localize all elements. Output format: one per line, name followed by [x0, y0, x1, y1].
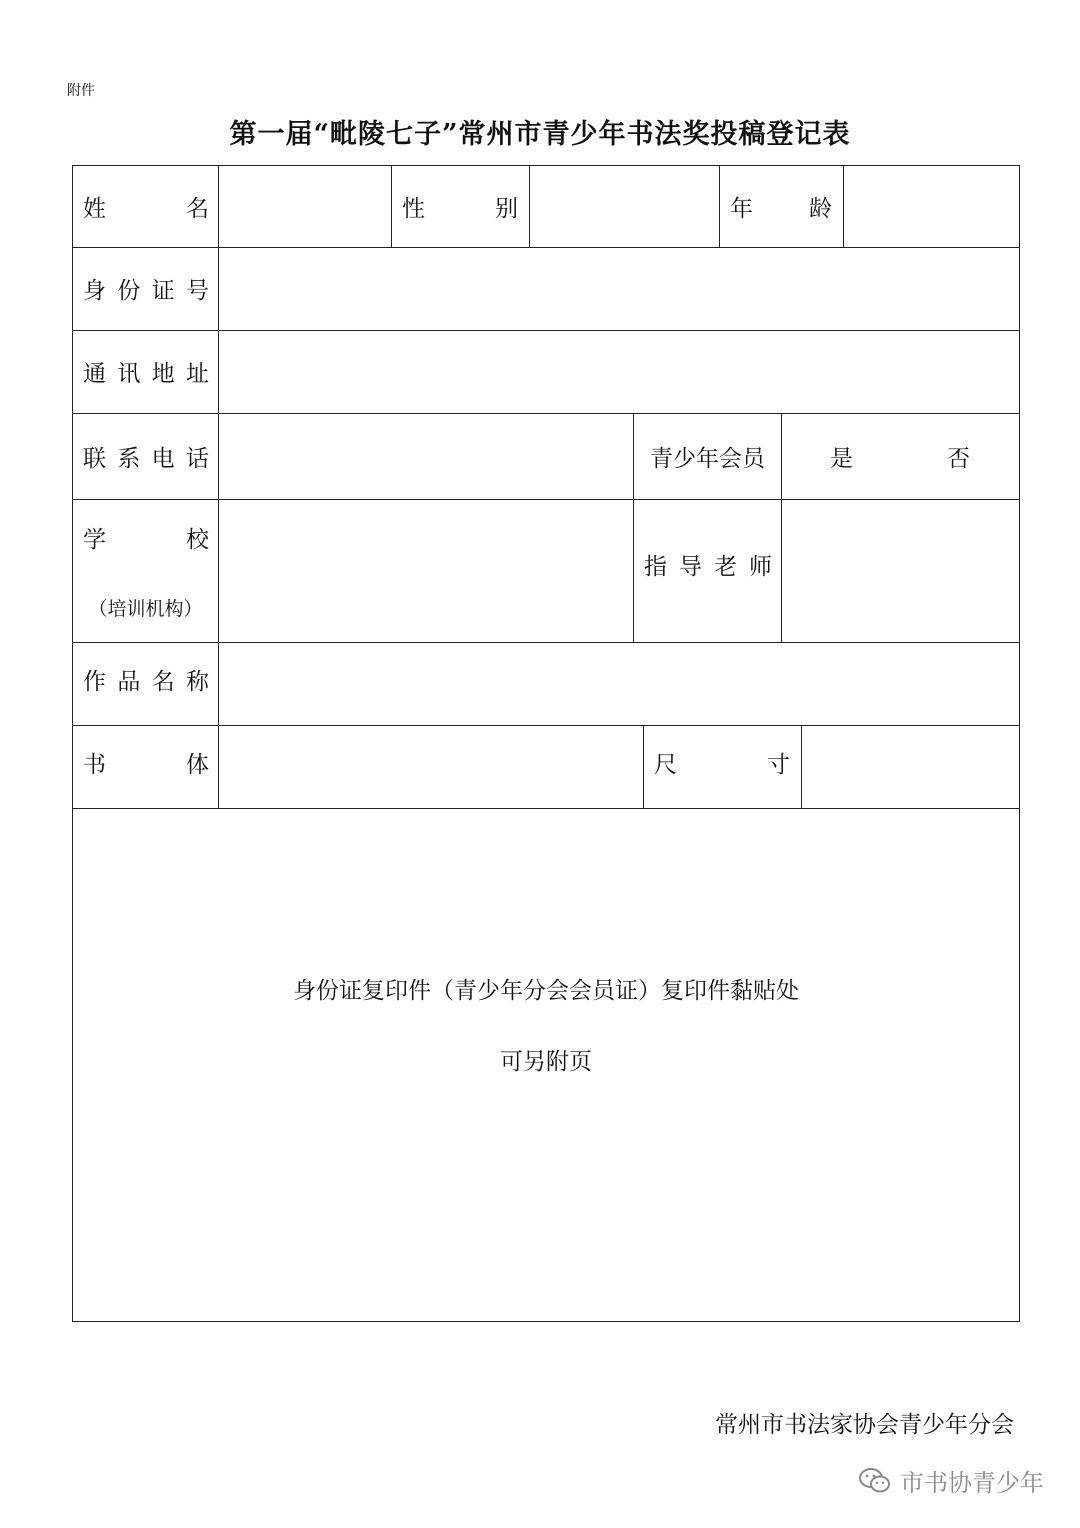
- teacher-label-char: 导: [679, 553, 702, 580]
- age-field[interactable]: [844, 166, 1019, 247]
- col-divider: [643, 725, 644, 808]
- address-label-char: 讯: [117, 361, 141, 387]
- school-label-char: 校: [186, 526, 209, 553]
- phone-label: [83, 413, 209, 499]
- id-number-label-char: 份: [117, 278, 141, 304]
- phone-label-char: 话: [185, 445, 209, 472]
- id-number-field[interactable]: [219, 248, 1019, 330]
- watermark-text: 市书协青少年: [900, 1469, 1044, 1497]
- id-number-label-char: 身: [83, 278, 106, 304]
- organizer: 常州市书法家协会青少年分会: [715, 1412, 1014, 1438]
- phone-label-char: 联: [83, 445, 106, 472]
- work-title-label-char: 称: [185, 669, 209, 695]
- name-field[interactable]: [219, 166, 391, 247]
- work-title-field[interactable]: [219, 643, 1019, 725]
- name-label-char: 名: [186, 195, 209, 222]
- col-divider: [719, 165, 720, 247]
- address-field[interactable]: [219, 331, 1019, 413]
- work-title-label-char: 名: [151, 669, 175, 695]
- school-label: [83, 520, 209, 554]
- gender-label-char: 性: [402, 195, 425, 222]
- col-divider: [391, 165, 392, 247]
- address-label-char: 通: [83, 361, 106, 387]
- phone-label-char: 电: [151, 445, 175, 472]
- work-title-label-char: 作: [83, 669, 106, 695]
- watermark: [858, 1463, 1044, 1498]
- teacher-label: [644, 500, 772, 628]
- page-title: 第一届“毗陵七子”常州市青少年书法奖投稿登记表: [229, 119, 851, 150]
- phone-label-char: 系: [117, 445, 141, 472]
- address-label-char: 址: [185, 361, 209, 387]
- member-choice: [830, 413, 970, 499]
- name-label: [83, 165, 209, 247]
- script-label: [83, 725, 209, 800]
- paste-area-text: 身份证复印件（青少年分会会员证）复印件黏贴处: [293, 978, 799, 1004]
- work-title-label: [83, 642, 209, 717]
- member-no-option[interactable]: 否: [947, 445, 970, 472]
- paste-area-note: 可另附页: [500, 1049, 592, 1075]
- script-label-char: 体: [186, 752, 209, 778]
- youth-member-text: 青少年会员: [650, 445, 765, 472]
- attachment-label: 附件: [67, 83, 95, 99]
- id-number-label-char: 号: [185, 278, 209, 304]
- script-field[interactable]: [219, 726, 643, 808]
- size-label: [654, 725, 790, 800]
- teacher-label-char: 老: [714, 553, 737, 580]
- gender-field[interactable]: [530, 166, 719, 247]
- script-label-char: 书: [83, 752, 106, 778]
- school-label-char: 学: [83, 526, 106, 553]
- id-number-label: [83, 247, 209, 330]
- age-label: [730, 165, 832, 247]
- teacher-label-char: 指: [644, 553, 667, 580]
- gender-label-char: 别: [495, 195, 518, 222]
- name-label-char: 姓: [83, 195, 106, 222]
- member-yes-option[interactable]: 是: [830, 445, 853, 472]
- teacher-field[interactable]: [782, 500, 1019, 642]
- school-note: （培训机构）: [88, 598, 203, 620]
- size-field[interactable]: [802, 726, 1019, 808]
- phone-field[interactable]: [219, 414, 633, 499]
- age-label-char: 龄: [809, 195, 832, 222]
- size-label-char: 寸: [767, 752, 790, 778]
- id-number-label-char: 证: [151, 278, 175, 304]
- school-field[interactable]: [219, 500, 633, 642]
- address-label: [83, 330, 209, 413]
- size-label-char: 尺: [654, 752, 677, 778]
- age-label-char: 年: [730, 195, 753, 222]
- work-title-label-char: 品: [117, 669, 141, 695]
- address-label-char: 地: [151, 361, 175, 387]
- table-border-right: [1019, 165, 1020, 1322]
- wechat-icon: [858, 1467, 892, 1495]
- teacher-label-char: 师: [749, 553, 772, 580]
- gender-label: [402, 165, 518, 247]
- table-border-bottom: [72, 1321, 1020, 1322]
- youth-member-label: [634, 413, 781, 499]
